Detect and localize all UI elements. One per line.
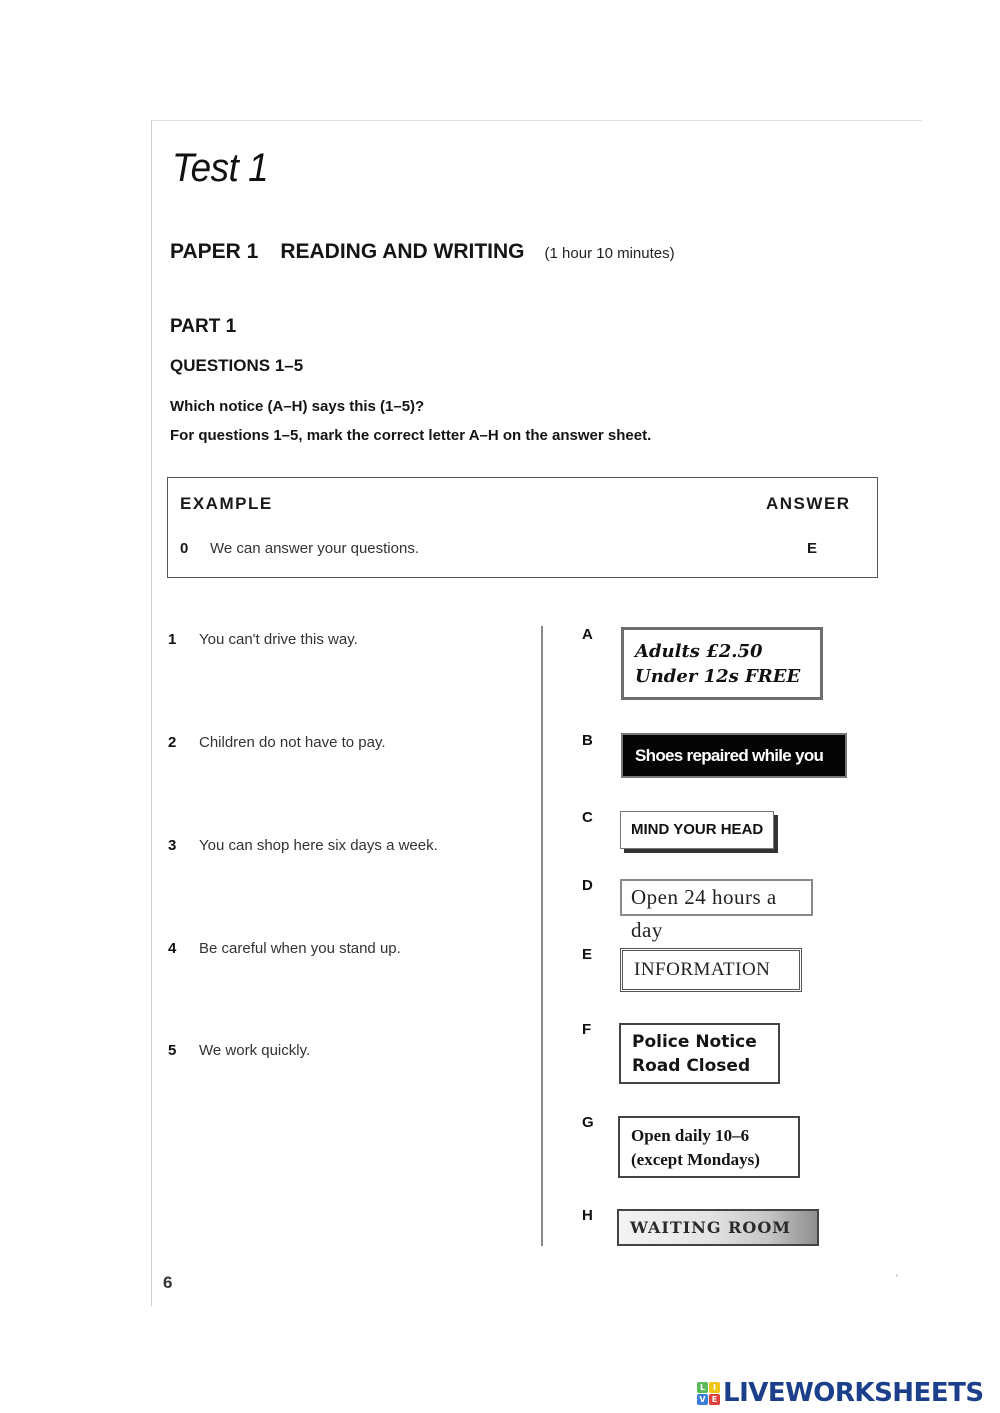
paper-name: READING AND WRITING [280,240,525,263]
example-box [167,477,878,578]
example-label: EXAMPLE [180,494,273,513]
notice-b [621,733,847,806]
notice-letter-h: H [582,1207,593,1224]
notice-letter-b: B [582,732,593,749]
logo-tile-l: L [697,1382,708,1393]
notice-c [620,811,774,849]
notice-line: Shoes repaired while you wait [635,746,824,806]
logo-tile-v: V [697,1394,708,1405]
notice-line: (except Mondays) [631,1150,760,1169]
notice-line: WAITING ROOM [630,1218,791,1237]
questions-heading: QUESTIONS 1–5 [170,356,304,375]
column-divider [541,626,543,1246]
question-text: You can't drive this way. [199,631,358,648]
question-text: You can shop here six days a week. [199,837,438,854]
question-number: 3 [168,837,177,854]
question-2 [168,734,386,751]
question-4 [168,940,401,957]
example-answer: E [807,540,818,557]
question-3 [168,837,438,854]
part-heading: PART 1 [170,316,237,337]
question-5 [168,1042,310,1059]
logo-tile-e: E [709,1394,720,1405]
notice-line: Road Closed [632,1056,751,1076]
notice-e [620,948,802,992]
notice-letter-g: G [582,1114,594,1131]
notice-line: Police Notice [632,1032,757,1052]
test-title: Test 1 [172,146,269,190]
paper-label: PAPER 1 [170,240,259,263]
notice-line: Open 24 hours a day [631,885,777,942]
liveworksheets-logo [697,1377,984,1409]
notice-h [617,1209,819,1246]
paper-duration: (1 hour 10 minutes) [544,245,675,262]
notice-a [621,627,823,700]
instruction-line-1: Which notice (A–H) says this (1–5)? [170,398,425,415]
notice-d [620,879,813,942]
page-number: 6 [163,1273,173,1292]
notice-line: Open daily 10–6 [631,1126,750,1145]
notice-letter-f: F [582,1021,592,1038]
question-number: 4 [168,940,177,957]
notice-f [619,1023,780,1084]
notice-letter-d: D [582,877,593,894]
question-number: 1 [168,631,177,648]
brand-name: LIVEWORKSHEETS [723,1378,984,1408]
notice-letter-e: E [582,946,593,963]
question-1 [168,631,358,648]
notice-line: INFORMATION [634,959,771,980]
corner-mark: ' [896,1273,898,1283]
question-number: 2 [168,734,177,751]
paper-heading [170,240,675,264]
notice-g [618,1116,800,1178]
question-number: 5 [168,1042,177,1059]
question-text: We work quickly. [199,1042,311,1059]
example-text: We can answer your questions. [210,540,419,557]
question-text: Children do not have to pay. [199,734,386,751]
question-text: Be careful when you stand up. [199,940,401,957]
notice-letter-a: A [582,626,593,643]
logo-tile-i: I [709,1382,720,1393]
notice-letter-c: C [582,809,593,826]
page-frame [151,120,922,1306]
notice-line: Under 12s FREE [635,666,801,687]
logo-icon [697,1382,720,1405]
example-answer-label: ANSWER [766,494,851,513]
notice-line: MIND YOUR HEAD [631,821,764,838]
instruction-line-2: For questions 1–5, mark the correct letter A–H on the answer sheet. [170,427,652,444]
example-number: 0 [180,540,189,557]
notice-line: Adults £2.50 [635,641,763,662]
